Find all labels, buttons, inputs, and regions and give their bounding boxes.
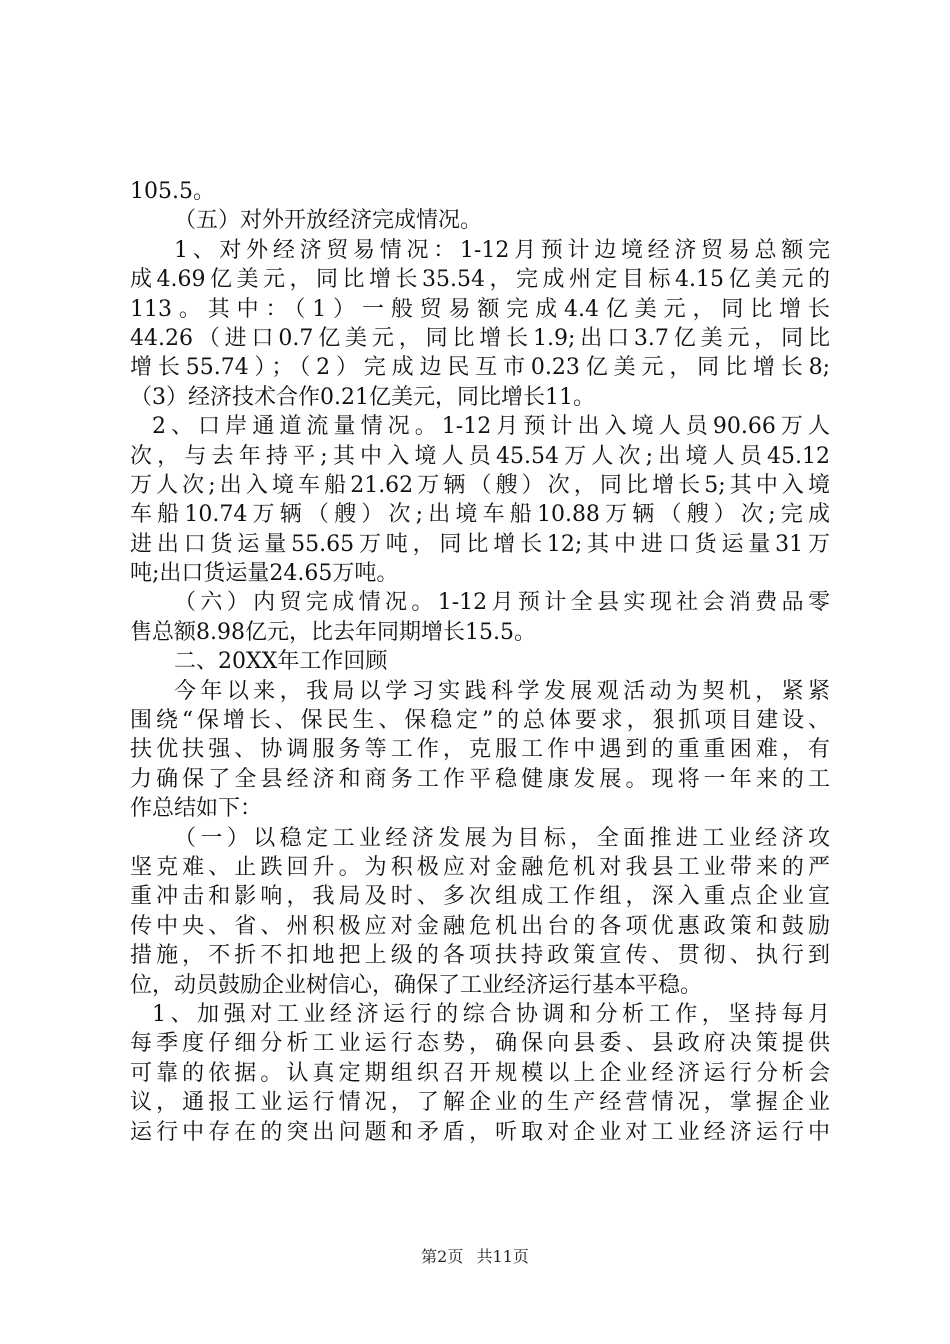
text-line: （3）经济技术合作0.21亿美元，同比增长11。 [130,384,595,410]
text-line: 围绕“保增长、保民生、保稳定”的总体要求，狠抓项目建设、 [130,708,830,734]
text-line: 44.26（进口0.7亿美元，同比增长1.9;出口3.7亿美元，同比 [130,325,830,351]
text-line: 今年以来，我局以学习实践科学发展观活动为契机，紧紧 [174,678,830,704]
text-line: 万人次;出入境车船21.62万辆（艘）次，同比增长5;其中入境 [130,472,830,498]
text-line: 次，与去年持平;其中入境人员45.54万人次;出境人员45.12 [130,443,830,469]
text-line: 车船10.74万辆（艘）次;出境车船10.88万辆（艘）次;完成 [130,502,830,528]
document-body [130,177,830,1147]
page-number: 第2页 [421,1247,464,1266]
text-line: 坚克难、止跌回升。为积极应对金融危机对我县工业带来的严 [130,854,830,880]
text-line: 运行中存在的突出问题和矛盾，听取对企业对工业经济运行中 [130,1119,830,1145]
text-line: 113。其中：（1）一般贸易额完成4.4亿美元，同比增长 [130,296,830,322]
text-line: 作总结如下： [130,796,263,822]
text-line: 成4.69亿美元，同比增长35.54，完成州定目标4.15亿美元的 [130,267,830,293]
text-line: 议，通报工业运行情况，了解企业的生产经营情况，掌握企业 [130,1090,830,1116]
text-line: 重冲击和影响，我局及时、多次组成工作组，深入重点企业宣 [130,884,830,910]
text-line: 二、20XX年工作回顾 [174,649,388,675]
text-line: 吨;出口货运量24.65万吨。 [130,561,399,587]
text-line: 进出口货运量55.65万吨，同比增长12;其中进口货运量31万 [130,531,830,557]
text-line: （一）以稳定工业经济发展为目标，全面推进工业经济攻 [174,825,830,851]
text-line: 位，动员鼓励企业树信心，确保了工业经济运行基本平稳。 [130,972,703,998]
page-total: 共11页 [476,1247,529,1266]
text-line: 传中央、省、州积极应对金融危机出台的各项优惠政策和鼓励 [130,913,830,939]
text-line: 1、对外经济贸易情况：1-12月预计边境经济贸易总额完 [174,237,830,263]
text-line: 措施，不折不扣地把上级的各项扶持政策宣传、贯彻、执行到 [130,943,830,969]
text-line: 2、口岸通道流量情况。1-12月预计出入境人员90.66万人 [152,414,830,440]
page-footer [0,1244,950,1267]
text-line: 1、加强对工业经济运行的综合协调和分析工作，坚持每月 [152,1001,830,1027]
text-line: 可靠的依据。认真定期组织召开规模以上企业经济运行分析会 [130,1060,830,1086]
text-line: 力确保了全县经济和商务工作平稳健康发展。现将一年来的工 [130,766,830,792]
text-line: （五）对外开放经济完成情况。 [174,208,483,234]
text-line: 增长55.74）；（2）完成边民互市0.23亿美元，同比增长8; [130,355,830,381]
text-line: 105.5。 [130,179,215,204]
text-line: 每季度仔细分析工业运行态势，确保向县委、县政府决策提供 [130,1031,830,1057]
text-line: 扶优扶强、协调服务等工作，克服工作中遇到的重重困难，有 [130,737,830,763]
text-line: （六）内贸完成情况。1-12月预计全县实现社会消费品零 [174,590,830,616]
text-line: 售总额8.98亿元，比去年同期增长15.5。 [130,619,536,645]
